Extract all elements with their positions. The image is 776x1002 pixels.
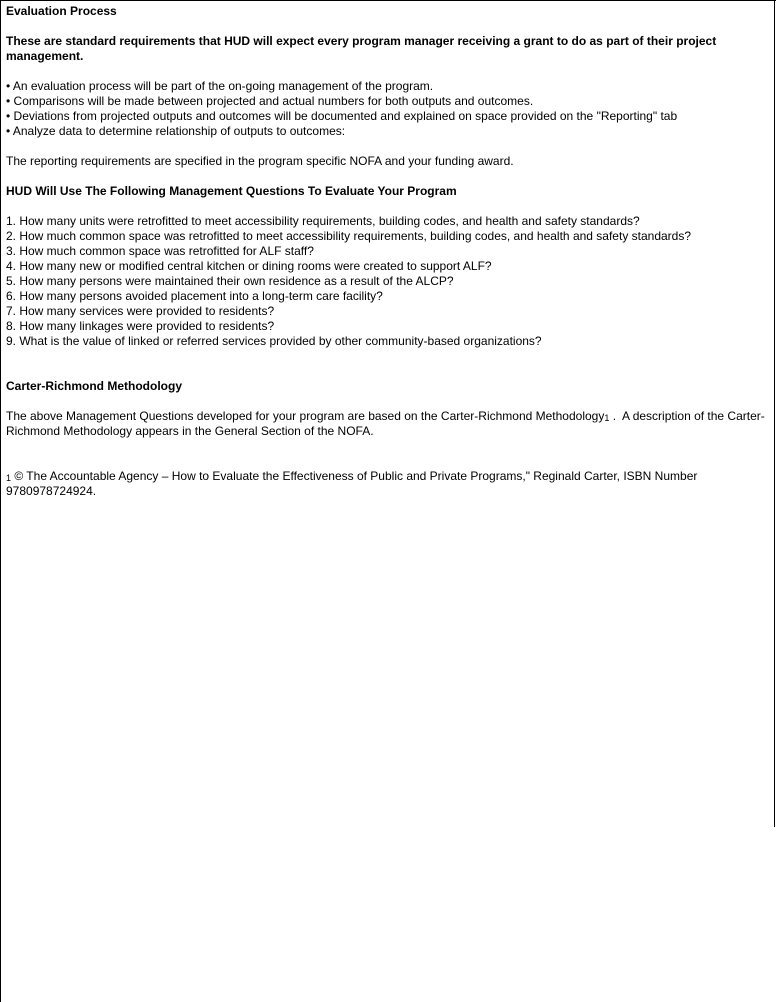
methodology-paragraph	[6, 409, 770, 439]
bullet-item: • An evaluation process will be part of the on-going management of the program.	[6, 79, 434, 93]
footnote-marker: 1	[604, 413, 610, 423]
question-list	[6, 214, 770, 349]
footnote-text: © The Accountable Agency – How to Evaluate the Effectiveness of Public and Private Programs," Reginald Carter, ISBN Number 9780978724924.	[6, 469, 701, 498]
page-title: Evaluation Process	[6, 4, 117, 18]
question-item: 1. How many units were retrofitted to meet accessibility requirements, building codes, and health and safety standards?	[6, 214, 640, 228]
question-item: 5. How many persons were maintained their own residence as a result of the ALCP?	[6, 274, 454, 288]
question-item: 3. How much common space was retrofitted for ALF staff?	[6, 244, 314, 258]
reporting-note: The reporting requirements are specified in the program specific NOFA and your funding award.	[6, 154, 514, 168]
questions-heading: HUD Will Use The Following Management Questions To Evaluate Your Program	[6, 184, 457, 198]
methodology-text-end: . A description of the Carter-Richmond Methodology appears in the General Section of the NOFA.	[6, 409, 765, 438]
bullet-item: • Comparisons will be made between projected and actual numbers for both outputs and outcomes.	[6, 94, 534, 108]
question-item: 4. How many new or modified central kitchen or dining rooms were created to support ALF?	[6, 259, 492, 273]
methodology-heading: Carter-Richmond Methodology	[6, 379, 182, 393]
page-right-border	[774, 1, 775, 827]
footnote-number: 1	[6, 473, 12, 483]
bullet-item: • Deviations from projected outputs and outcomes will be documented and explained on space provided on the "Reporting" tab	[6, 109, 678, 123]
footnote	[6, 469, 770, 499]
bullet-item: • Analyze data to determine relationship of outputs to outcomes:	[6, 124, 346, 138]
question-item: 9. What is the value of linked or referred services provided by other community-based organizations?	[6, 334, 542, 348]
question-item: 7. How many services were provided to residents?	[6, 304, 275, 318]
question-item: 2. How much common space was retrofitted to meet accessibility requirements, building codes, and health and safety standards?	[6, 229, 692, 243]
bullet-list	[6, 79, 770, 139]
question-item: 8. How many linkages were provided to residents?	[6, 319, 275, 333]
question-item: 6. How many persons avoided placement into a long-term care facility?	[6, 289, 383, 303]
methodology-text-start: The above Management Questions developed for your program are based on the Carter-Richmond Methodology	[6, 409, 605, 423]
intro-paragraph: These are standard requirements that HUD will expect every program manager receiving a grant to do as part of their project management.	[6, 34, 720, 63]
